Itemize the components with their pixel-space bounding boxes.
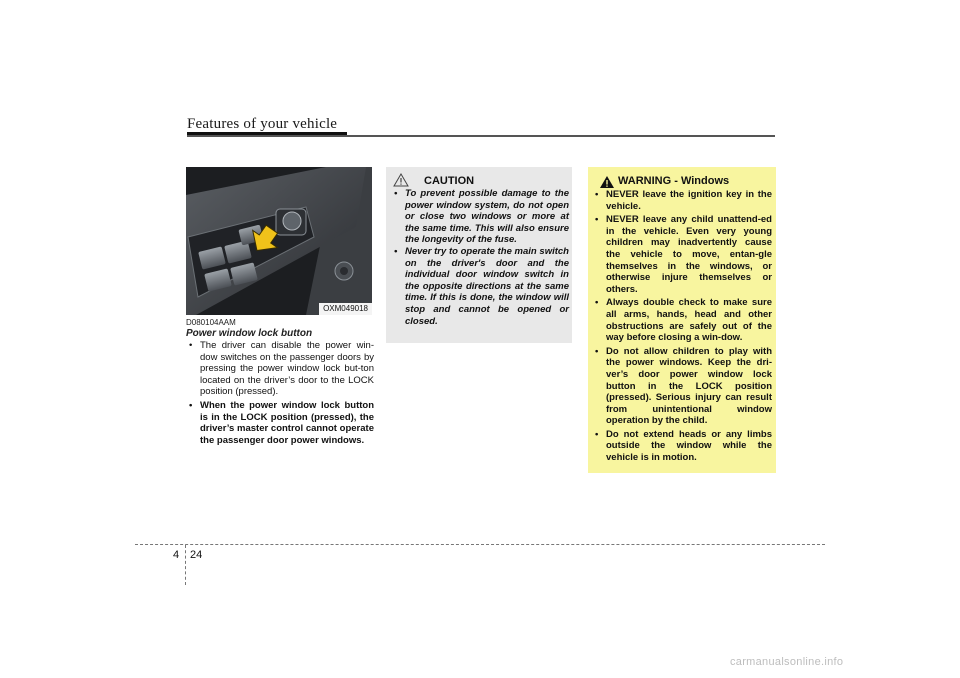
warning-title-suffix: Windows: [680, 175, 730, 187]
window-switch-illustration: [186, 167, 372, 315]
warning-title: [618, 175, 729, 187]
list-item: • Always double check to make sure all arms, hands, head and other obstructions are safely out of the way before closing a win-dow.: [592, 297, 772, 343]
list-item: • When the power window lock button is in the LOCK position (pressed), the driver’s master control cannot operate the passenger door power windows.: [186, 400, 374, 446]
subheading: Power window lock button: [186, 328, 313, 339]
document-code: D080104AAM: [186, 318, 236, 327]
caution-list: [391, 188, 569, 327]
warning-list: [592, 189, 772, 466]
section-title: Features of your vehicle: [187, 116, 338, 132]
page-number: 24: [190, 549, 203, 561]
header-rule: [187, 135, 775, 137]
list-item: • NEVER leave any child unattend-ed in the vehicle. Even very young children may inadvertently cause the vehicle to move, entan-gle themselves in the windows, or otherwise injure themselves or others.: [592, 214, 772, 295]
window-switch-photo: [186, 167, 372, 315]
photo-caption: OXM049018: [319, 303, 372, 315]
list-item: • The driver can disable the power win-dow switches on the passenger doors by pressing the power window lock but-ton located on the driver’s door to the LOCK position (pressed).: [186, 340, 374, 398]
list-item: • To prevent possible damage to the power window system, do not open or close two windows or more at the same time. This will also ensure the longevity of the fuse.: [391, 188, 569, 246]
chapter-number: 4: [173, 549, 180, 561]
list-item: • Do not allow children to play with the power windows. Keep the dri-ver’s door power window lock button in the LOCK position (pressed). Serious injury can result from unintentional window operation by the child.: [592, 346, 772, 427]
list-item: • NEVER leave the ignition key in the vehicle.: [592, 189, 772, 212]
caution-triangle-icon: [393, 173, 409, 187]
caution-title: CAUTION: [424, 175, 475, 187]
instruction-list: [186, 340, 374, 446]
warning-triangle-icon: [599, 175, 615, 189]
list-item: • Never try to operate the main switch on the driver's door and the individual door window switch in the opposite directions at the same time. If this is done, the window will stop and cannot be opened or closed.: [391, 246, 569, 327]
watermark: carmanualsonline.info: [730, 656, 844, 668]
footer-rule: [135, 544, 825, 545]
list-item: • Do not extend heads or any limbs outside the window while the vehicle is in motion.: [592, 429, 772, 464]
footer-divider: [185, 545, 186, 585]
warning-title-prefix: WARNING -: [618, 175, 681, 187]
